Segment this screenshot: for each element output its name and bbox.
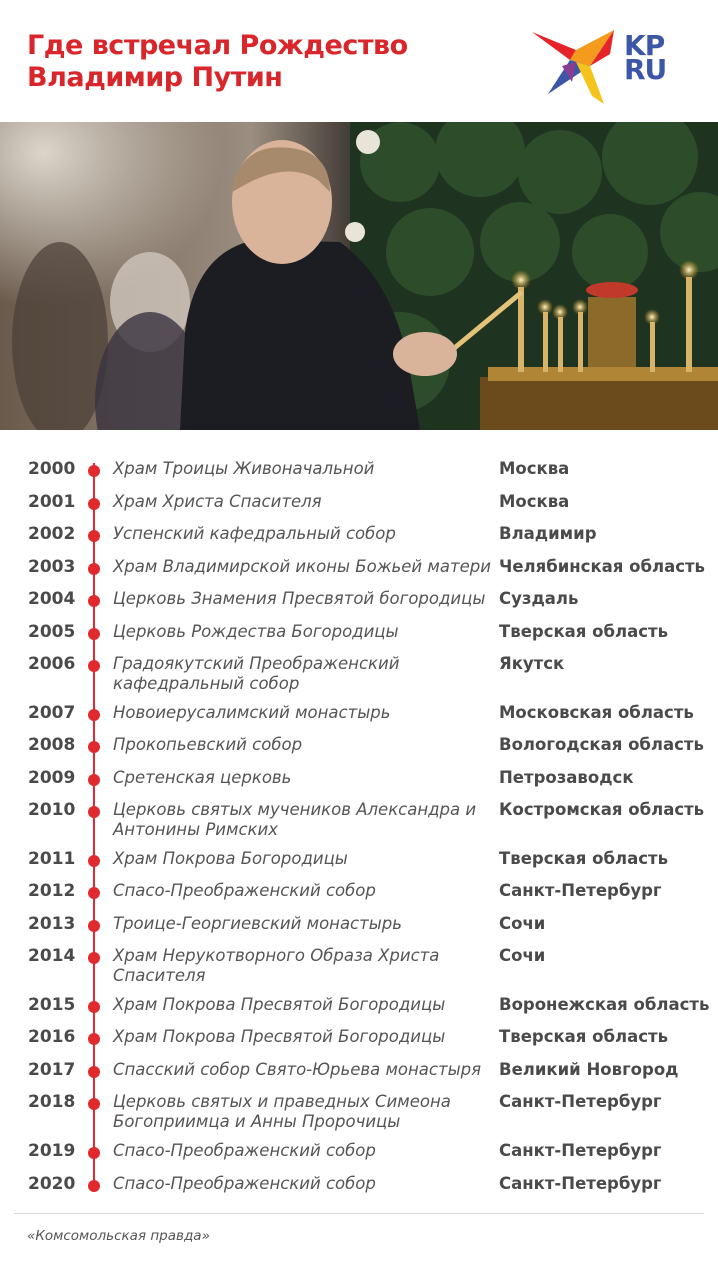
row-church: Храм Владимирской иконы Божьей матери	[113, 557, 491, 576]
logo-line-2: RU	[624, 53, 667, 86]
row-church: Храм Покрова Пресвятой Богородицы	[113, 995, 446, 1014]
row-church: Церковь святых мучеников Александра и Антонины Римских	[113, 800, 477, 839]
timeline-dot-icon	[88, 806, 100, 818]
row-location: Сочи	[499, 946, 546, 965]
row-church: Храм Покрова Богородицы	[113, 849, 348, 868]
row-year: 2004	[28, 589, 76, 609]
kp-ru-logo[interactable]	[532, 26, 692, 108]
header	[0, 0, 718, 122]
row-location: Москва	[499, 492, 570, 511]
row-location: Воронежская область	[499, 995, 710, 1014]
row-year: 2017	[28, 1060, 76, 1080]
row-church: Церковь Рождества Богородицы	[113, 622, 399, 641]
row-location: Костромская область	[499, 800, 705, 819]
timeline-dot-icon	[88, 920, 100, 932]
row-location: Санкт-Петербург	[499, 1174, 662, 1193]
timeline-dot-icon	[88, 530, 100, 542]
row-year: 2009	[28, 768, 76, 788]
row-location: Петрозаводск	[499, 768, 634, 787]
row-location: Московская область	[499, 703, 694, 722]
row-year: 2020	[28, 1174, 76, 1194]
row-year: 2016	[28, 1027, 76, 1047]
timeline-dot-icon	[88, 563, 100, 575]
timeline-dot-icon	[88, 774, 100, 786]
row-location: Суздаль	[499, 589, 579, 608]
timeline-dot-icon	[88, 1001, 100, 1013]
title-line-2: Владимир Путин	[27, 62, 283, 93]
timeline-dot-icon	[88, 465, 100, 477]
row-church: Спасо-Преображенский собор	[113, 1141, 376, 1160]
row-location: Владимир	[499, 524, 597, 543]
row-location: Якутск	[499, 654, 565, 673]
row-location: Сочи	[499, 914, 546, 933]
row-year: 2008	[28, 735, 76, 755]
row-church: Церковь Знамения Пресвятой богородицы	[113, 589, 486, 608]
row-location: Челябинская область	[499, 557, 705, 576]
row-location: Москва	[499, 459, 570, 478]
row-church: Прокопьевский собор	[113, 735, 303, 754]
timeline-dot-icon	[88, 709, 100, 721]
row-church: Спасо-Преображенский собор	[113, 881, 376, 900]
row-year: 2001	[28, 492, 76, 512]
row-church: Новоиерусалимский монастырь	[113, 703, 391, 722]
timeline-dot-icon	[88, 1147, 100, 1159]
timeline-dot-icon	[88, 1033, 100, 1045]
timeline-dot-icon	[88, 741, 100, 753]
timeline-dot-icon	[88, 628, 100, 640]
row-church: Храм Нерукотворного Образа Христа Спасителя	[113, 946, 440, 985]
timeline-dot-icon	[88, 1066, 100, 1078]
logo-line-1: KP	[624, 29, 665, 62]
row-location: Тверская область	[499, 849, 669, 868]
row-location: Санкт-Петербург	[499, 1141, 662, 1160]
row-year: 2010	[28, 800, 76, 820]
timeline-dot-icon	[88, 595, 100, 607]
row-church: Градоякутский Преображенский кафедральный собор	[113, 654, 400, 693]
row-year: 2002	[28, 524, 76, 544]
row-church: Церковь святых и праведных Симеона Богоприимца и Анны Пророчицы	[113, 1092, 451, 1131]
timeline-dot-icon	[88, 952, 100, 964]
timeline-dot-icon	[88, 660, 100, 672]
timeline-dot-icon	[88, 498, 100, 510]
title-line-1: Где встречал Рождество	[27, 30, 408, 61]
row-year: 2013	[28, 914, 76, 934]
row-church: Сретенская церковь	[113, 768, 292, 787]
footer-divider	[14, 1213, 704, 1214]
row-year: 2011	[28, 849, 76, 869]
row-year: 2003	[28, 557, 76, 577]
row-church: Успенский кафедральный собор	[113, 524, 396, 543]
timeline-dot-icon	[88, 887, 100, 899]
row-year: 2018	[28, 1092, 76, 1112]
row-church: Спасо-Преображенский собор	[113, 1174, 376, 1193]
row-year: 2007	[28, 703, 76, 723]
row-location: Вологодская область	[499, 735, 704, 754]
row-church: Спасский собор Свято-Юрьева монастыря	[113, 1060, 482, 1079]
row-church: Храм Христа Спасителя	[113, 492, 322, 511]
header-photo	[0, 122, 718, 430]
row-location: Тверская область	[499, 622, 669, 641]
page-title	[27, 30, 507, 94]
row-church: Троице-Георгиевский монастырь	[113, 914, 402, 933]
timeline-dot-icon	[88, 1098, 100, 1110]
row-year: 2012	[28, 881, 76, 901]
row-location: Великий Новгород	[499, 1060, 679, 1079]
row-year: 2005	[28, 622, 76, 642]
church-candles-photo	[0, 122, 718, 430]
timeline-dot-icon	[88, 1180, 100, 1192]
timeline-dot-icon	[88, 855, 100, 867]
row-church: Храм Покрова Пресвятой Богородицы	[113, 1027, 446, 1046]
row-year: 2000	[28, 459, 76, 479]
logo-text	[624, 29, 667, 86]
row-year: 2015	[28, 995, 76, 1015]
row-church: Храм Троицы Живоначальной	[113, 459, 375, 478]
row-location: Санкт-Петербург	[499, 1092, 662, 1111]
row-year: 2019	[28, 1141, 76, 1161]
row-location: Санкт-Петербург	[499, 881, 662, 900]
row-location: Тверская область	[499, 1027, 669, 1046]
bird-logo-icon	[532, 26, 624, 108]
source-credit: «Комсомольская правда»	[27, 1228, 210, 1244]
row-year: 2014	[28, 946, 76, 966]
row-year: 2006	[28, 654, 76, 674]
